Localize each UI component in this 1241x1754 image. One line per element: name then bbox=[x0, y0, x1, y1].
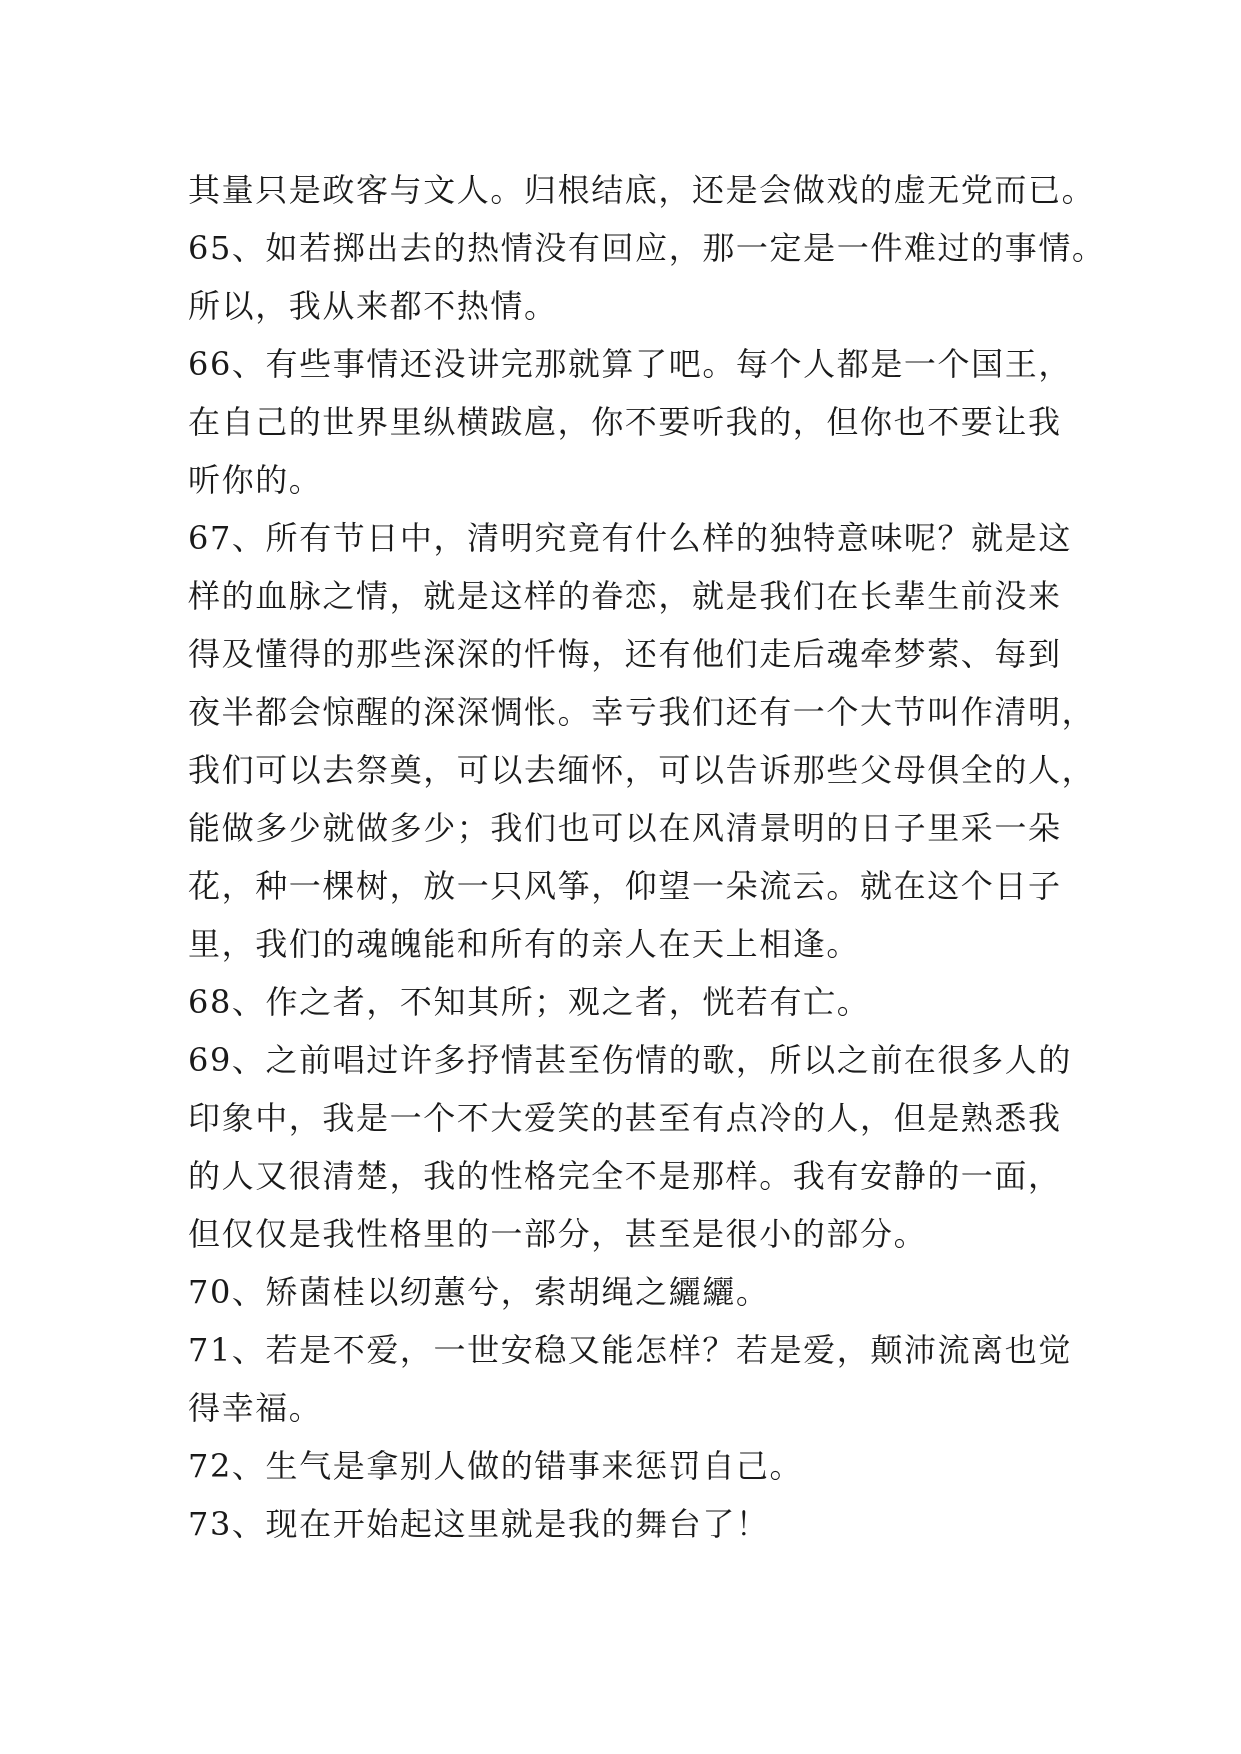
body-text bbox=[188, 161, 1106, 1553]
text-line: 73、现在开始起这里就是我的舞台了！ bbox=[188, 1505, 770, 1543]
text-line: 71、若是不爱，一世安稳又能怎样？若是爱，颠沛流离也觉 bbox=[188, 1331, 1072, 1369]
text-line: 67、所有节日中，清明究竟有什么样的独特意味呢？就是这 bbox=[188, 519, 1072, 557]
text-line: 我们可以去祭奠，可以去缅怀，可以告诉那些父母俱全的人， bbox=[188, 751, 1096, 789]
text-line: 印象中，我是一个不大爱笑的甚至有点冷的人，但是熟悉我 bbox=[188, 1099, 1062, 1137]
text-line: 听你的。 bbox=[188, 461, 323, 499]
text-line: 样的血脉之情，就是这样的眷恋，就是我们在长辈生前没来 bbox=[188, 577, 1062, 615]
text-line: 69、之前唱过许多抒情甚至伤情的歌，所以之前在很多人的 bbox=[188, 1041, 1072, 1079]
text-line: 的人又很清楚，我的性格完全不是那样。我有安静的一面， bbox=[188, 1157, 1062, 1195]
text-line: 得及懂得的那些深深的忏悔，还有他们走后魂牵梦萦、每到 bbox=[188, 635, 1062, 673]
text-line: 得幸福。 bbox=[188, 1389, 323, 1427]
text-line: 夜半都会惊醒的深深惆怅。幸亏我们还有一个大节叫作清明， bbox=[188, 693, 1096, 731]
text-line: 能做多少就做多少；我们也可以在风清景明的日子里采一朵 bbox=[188, 809, 1062, 847]
text-line: 里，我们的魂魄能和所有的亲人在天上相逢。 bbox=[188, 925, 861, 963]
text-line: 但仅仅是我性格里的一部分，甚至是很小的部分。 bbox=[188, 1215, 928, 1253]
text-line: 所以，我从来都不热情。 bbox=[188, 287, 558, 325]
text-line: 72、生气是拿别人做的错事来惩罚自己。 bbox=[188, 1447, 804, 1485]
text-line: 其量只是政客与文人。归根结底，还是会做戏的虚无党而已。 bbox=[188, 171, 1096, 209]
text-line: 65、如若掷出去的热情没有回应，那一定是一件难过的事情。 bbox=[188, 229, 1106, 267]
text-line: 70、矫菌桂以纫蕙兮，索胡绳之纚纚。 bbox=[188, 1273, 770, 1311]
text-line: 在自己的世界里纵横跋扈，你不要听我的，但你也不要让我 bbox=[188, 403, 1062, 441]
text-line: 66、有些事情还没讲完那就算了吧。每个人都是一个国王， bbox=[188, 345, 1072, 383]
text-line: 68、作之者，不知其所；观之者，恍若有亡。 bbox=[188, 983, 871, 1021]
text-line: 花，种一棵树，放一只风筝，仰望一朵流云。就在这个日子 bbox=[188, 867, 1062, 905]
